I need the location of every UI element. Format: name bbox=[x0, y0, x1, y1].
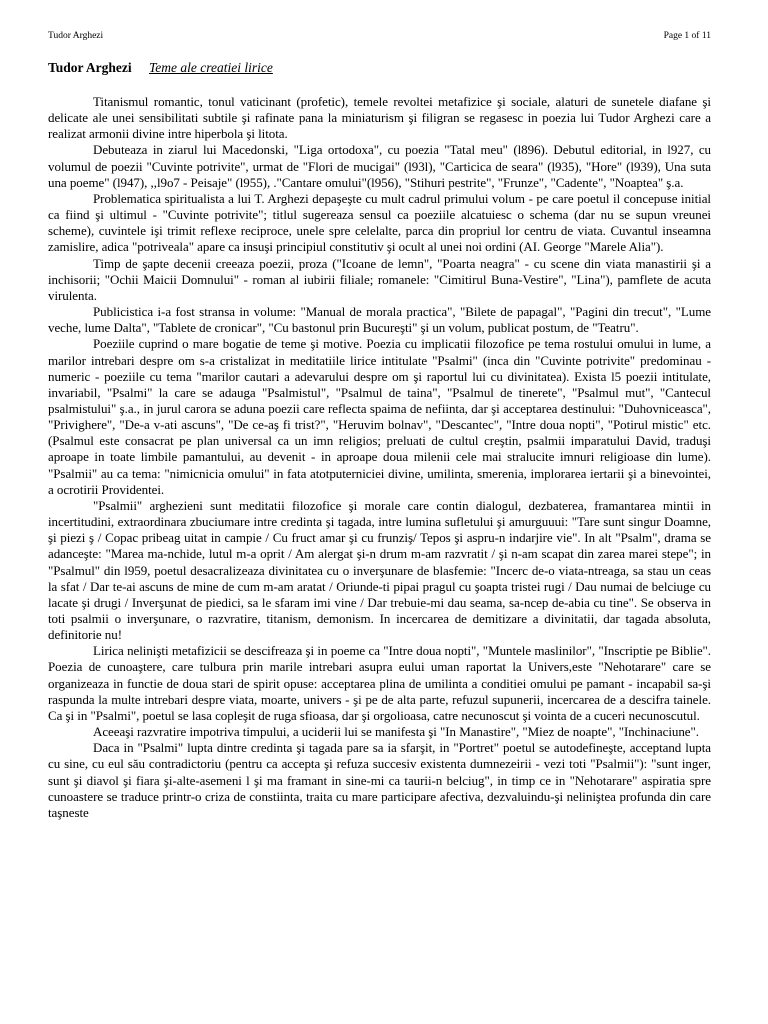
document-title bbox=[48, 59, 273, 77]
paragraph-1: Titanismul romantic, tonul vaticinant (profetic), temele revoltei metafizice şi sociale, alaturi de sunetele diafane şi delicate ale unei sensibilitati subtile şi rafinate pana la miniaturism şi filigran se regasesc in poezia lui Tudor Arghezi care a realizat armonii divine intre hiperbola şi litota. bbox=[48, 94, 711, 142]
document-body bbox=[48, 94, 711, 821]
paragraph-4: Timp de şapte decenii creeaza poezii, proza ("Icoane de lemn", "Poarta neagra" - cu scene din viata manastirii şi a inchisorii; "Ochii Maicii Domnului" - roman al iubirii filiale; romanele: "Cimitirul Buna-Vestire", "Lina"), pamflete de acuta virulenta. bbox=[48, 255, 711, 303]
paragraph-6: Poeziile cuprind o mare bogatie de teme şi motive. Poezia cu implicatii filozofice pe tema rostului omului in lume, a marilor intrebari despre om s-a cristalizat in meditatiile lirice intitulate "Psalmi" (inca din "Cuvinte potrivite" predominau - numeric - poeziile cu tema "marilor cautari a adevarului despre om şi raportul lui cu divinitatea). Exista l5 poezii intitulate, invariabil, "Psalmi" la care se adauga "Psalmistul", "Psalmul de taina", "Psalmul de tinerete", "Psalmul mut", "Cantecul psalmistului" ş.a., in jurul carora se aduna poezii care reflecta spaima de nefiinta, dar şi acceptarea destinului: "Duhovniceasca", "Privighere", "De-a v-ati ascuns", "De ce-aş fi trist?", "Heruvim bolnav", "Descantec", "Intre doua nopti", "Potirul mistic" etc. (Psalmul este consacrat pe plan universal ca un imn religios; preluati de cultul creştin, psalmii imparatului David, traduşi aproape in toate limbile pamantului, au devenit - in aproape doua milenii cele mai stralucite imnuri religioase din lume). "Psalmii" au ca tema: "nimicnicia omului" in fata atotputerniciei divine, umilinta, smerenia, implorarea iertarii şi a binevointei, a ocrotirii Providentei. bbox=[48, 336, 711, 497]
header-author: Tudor Arghezi bbox=[48, 31, 104, 41]
page-number: Page 1 of 11 bbox=[663, 31, 711, 41]
paragraph-2: Debuteaza in ziarul lui Macedonski, "Liga ortodoxa", cu poezia "Tatal meu" (l896). Debutul editorial, in l927, cu volumul de poezii "Cuvinte potrivite", urmat de "Flori de mucigai" (l93l), "Carticica de seara" (l935), "Hore" (l939), Una suta una poeme" (l947), ,,l9o7 - Peisaje" (l955), ."Cantare omului"(l956), "Stihuri pestrite", "Frunze", "Cadente", "Noaptea" ş.a. bbox=[48, 142, 711, 190]
title-subtitle: Teme ale creatiei lirice bbox=[149, 60, 273, 75]
title-author: Tudor Arghezi bbox=[48, 60, 132, 75]
paragraph-9: Aceeaşi razvratire impotriva timpului, a uciderii lui se manifesta şi "In Manastire", "Miez de noapte", "Inchinaciune". bbox=[93, 724, 699, 740]
paragraph-8: Lirica nelinişti metafizicii se descifreaza şi in poeme ca "Intre doua nopti", "Muntele maslinilor", "Inscriptie pe Biblie". Poezia de cunoaştere, care tulbura prin marile intrebari asupra eului uman raportat la Univers,este "Nehotarare" care se organizeaza in functie de doua stari de spirit opuse: acceptarea plina de umilinta a conditiei omului pe pamant - incapabil sa-şi raspunda la multe intrebari despre viata, moarte, univers - şi pe de alta parte, refuzul supunerii, incercarea de a descifra tainele. Ca şi in "Psalmi", poetul se lasa copleşit de ruga sfioasa, dar şi orgolioasa, catre necunoscut şi vointa de a cuceri necunoscutul. bbox=[48, 643, 711, 723]
paragraph-5: Publicistica i-a fost stransa in volume: "Manual de morala practica", "Bilete de papagal", "Pagini din trecut", "Lume veche, lume Dalta", "Tablete de cronicar", "Cu bastonul prin Bucureşti" şi un volum, publicat postum, de "Teatru". bbox=[48, 304, 711, 336]
paragraph-7: "Psalmii" arghezieni sunt meditatii filozofice şi morale care contin dialogul, dezbaterea, framantarea mintii in incertitudini, extraordinara zbuciumare intre credinta şi tagada, intre lumina sufletului şi amurguuui: "Tare sunt singur Doamne, şi piezi ş / Copac pribeag uitat in campie / Cu fruct amar şi cu frunziş/ Tepos şi aspru-n indarjire vie". In alt "Psalm", drama se adanceşte: "Marea ma-nchide, lutul m-a oprit / Am alergat şi-n drum m-am razvratit / şi n-am scapat din zarea marei stepe"; in "Psalmul" din l959, poetul desacralizeaza divinitatea cu o inverşunare de blasfemie: "Incerc de-o viata-ntreaga, sa stau un ceas la sfat / Dar te-ai ascuns de mine de cum m-am aratat / Oriunde-ti pipai pragul cu şoapta tristei rugi / Dau numai de belciuge cu lacate şi drugi / Inverşunat de piedici, sa le sfaram imi vine / Dar trebuie-mi dau seama, sa-ncep de-abia cu tine". Se observa in toti psalmii o inverşunare, o razvratire, titanism, demonism. In incercarea de demitizare a divinitatii, dar tagada absoluta, definitorie nu! bbox=[48, 497, 711, 643]
paragraph-3: Problematica spiritualista a lui T. Arghezi depaşeşte cu mult cadrul primului volum - pe care poetul il concepuse initial ca fiind şi ultimul - "Cuvinte potrivite"; titlul sugereaza sensul ca poeziile alcatuiesc o schema (dar nu se supun vreunei scheme), cuvintele işi trimit reflexe reciproce, unele spre celelalte, parca din propriul lor centru de viata. Cuvantul inseamna zamislire, adica "potriveala" apare ca insuşi principiul constitutiv şi ocult al unei noi ordini (AI. George "Marele Alia"). bbox=[48, 190, 711, 255]
paragraph-10: Daca in "Psalmi" lupta dintre credinta şi tagada pare sa ia sfarşit, in "Portret" poetul se autodefineşte, acceptand lupta cu sine, cu eul său contradictoriu (pentru ca accepta şi refuza succesiv existenta dumnezeirii - vezi toti "Psalmii"): "sunt inger, sunt şi diavol şi fiara şi-alte-asemeni l şi ma framant in sine-mi ca taurii-n belciug", in timp ce in "Nehotarare" aspiratia spre cunoastere se traduce printr-o criza de constiinta, traita cu mare participare afectiva, dezvaluindu-şi neliniştea profunda din care taşneste bbox=[48, 740, 711, 820]
running-header bbox=[48, 30, 711, 42]
